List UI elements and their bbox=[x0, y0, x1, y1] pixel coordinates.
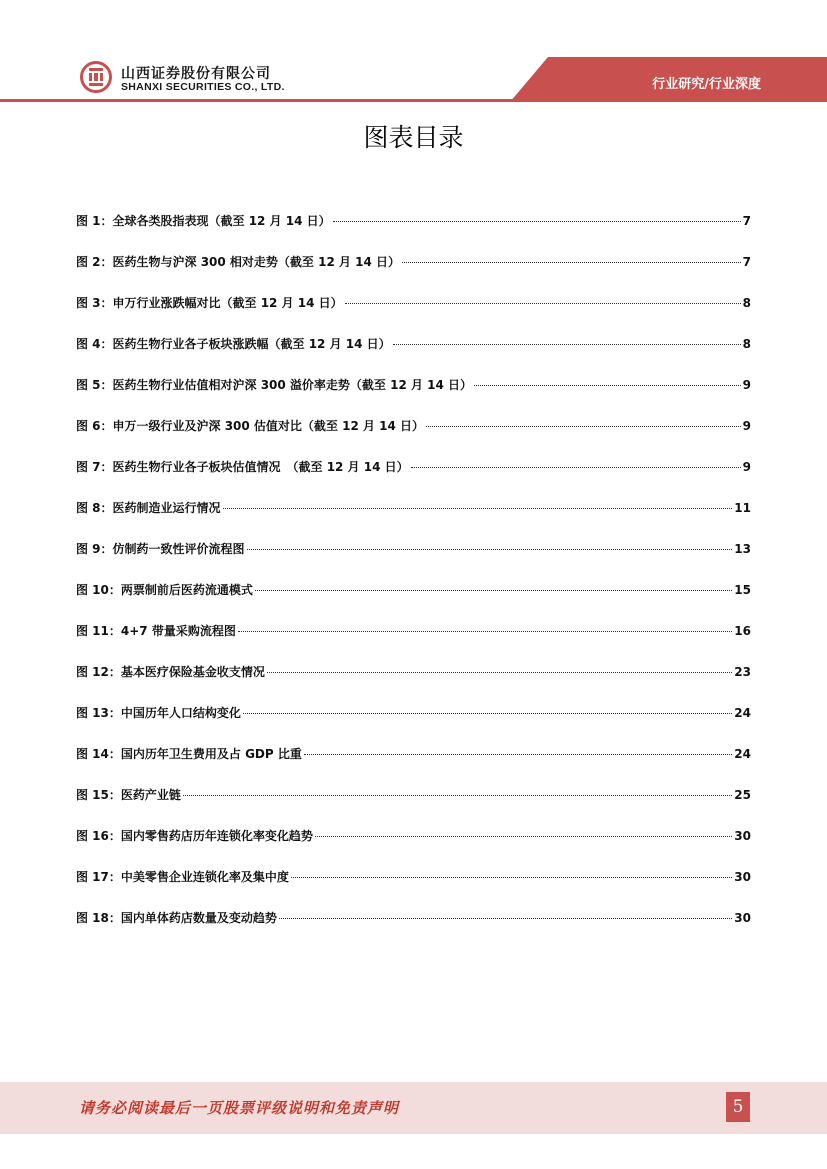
figure-list bbox=[76, 212, 751, 950]
toc-figure-label: 图 16： bbox=[76, 829, 121, 843]
toc-entry[interactable] bbox=[76, 581, 751, 622]
toc-figure-label: 图 11： bbox=[76, 624, 121, 638]
toc-leader-dots bbox=[315, 836, 732, 837]
page-number: 5 bbox=[726, 1092, 750, 1122]
toc-entry[interactable] bbox=[76, 786, 751, 827]
toc-entry[interactable] bbox=[76, 868, 751, 909]
toc-entry[interactable] bbox=[76, 745, 751, 786]
toc-page-number: 7 bbox=[742, 214, 751, 228]
toc-entry[interactable] bbox=[76, 458, 751, 499]
toc-figure-label: 图 14： bbox=[76, 747, 121, 761]
toc-figure-label: 图 7： bbox=[76, 460, 113, 474]
toc-leader-dots bbox=[247, 549, 733, 550]
toc-figure-label: 图 17： bbox=[76, 870, 121, 884]
toc-leader-dots bbox=[243, 713, 732, 714]
toc-entry[interactable] bbox=[76, 499, 751, 540]
toc-figure-title: 医药生物与沪深 300 相对走势（截至 12 月 14 日） bbox=[112, 255, 401, 269]
toc-entry[interactable] bbox=[76, 376, 751, 417]
report-category: 行业研究/行业深度 bbox=[652, 77, 761, 92]
toc-figure-title: 国内零售药店历年连锁化率变化趋势 bbox=[120, 829, 313, 843]
toc-figure-label: 图 3： bbox=[76, 296, 113, 310]
toc-figure-title: 申万一级行业及沪深 300 估值对比（截至 12 月 14 日） bbox=[112, 419, 425, 433]
toc-leader-dots bbox=[393, 344, 741, 345]
toc-figure-title: 国内单体药店数量及变动趋势 bbox=[120, 911, 277, 925]
toc-leader-dots bbox=[279, 918, 732, 919]
toc-entry[interactable] bbox=[76, 294, 751, 335]
toc-leader-dots bbox=[333, 221, 741, 222]
toc-leader-dots bbox=[304, 754, 732, 755]
page-header bbox=[0, 0, 827, 110]
toc-leader-dots bbox=[223, 508, 733, 509]
toc-figure-title: 全球各类股指表现（截至 12 月 14 日） bbox=[112, 214, 331, 228]
toc-page-number: 30 bbox=[734, 829, 751, 843]
toc-figure-title: 中国历年人口结构变化 bbox=[120, 706, 241, 720]
toc-page-number: 30 bbox=[734, 870, 751, 884]
toc-page-number: 15 bbox=[734, 583, 751, 597]
toc-leader-dots bbox=[411, 467, 741, 468]
toc-figure-label: 图 12： bbox=[76, 665, 121, 679]
toc-figure-title: 中美零售企业连锁化率及集中度 bbox=[120, 870, 289, 884]
page-title: 图表目录 bbox=[363, 123, 464, 152]
toc-figure-label: 图 10： bbox=[76, 583, 121, 597]
toc-figure-label: 图 13： bbox=[76, 706, 121, 720]
toc-figure-title: 医药生物行业各子板块估值情况 （截至 12 月 14 日） bbox=[112, 460, 409, 474]
toc-page-number: 9 bbox=[742, 378, 751, 392]
toc-leader-dots bbox=[345, 303, 741, 304]
toc-entry[interactable] bbox=[76, 253, 751, 294]
toc-figure-title: 医药生物行业各子板块涨跌幅（截至 12 月 14 日） bbox=[112, 337, 391, 351]
toc-leader-dots bbox=[402, 262, 741, 263]
toc-entry[interactable] bbox=[76, 335, 751, 376]
toc-leader-dots bbox=[255, 590, 732, 591]
toc-page-number: 16 bbox=[734, 624, 751, 638]
toc-figure-label: 图 4： bbox=[76, 337, 113, 351]
toc-figure-label: 图 18： bbox=[76, 911, 121, 925]
toc-leader-dots bbox=[267, 672, 732, 673]
toc-figure-label: 图 15： bbox=[76, 788, 121, 802]
toc-figure-title: 医药生物行业估值相对沪深 300 溢价率走势（截至 12 月 14 日） bbox=[112, 378, 473, 392]
toc-figure-label: 图 9： bbox=[76, 542, 113, 556]
toc-page-number: 8 bbox=[742, 296, 751, 310]
toc-page-number: 13 bbox=[734, 542, 751, 556]
toc-page-number: 24 bbox=[734, 706, 751, 720]
toc-leader-dots bbox=[183, 795, 732, 796]
toc-figure-label: 图 5： bbox=[76, 378, 113, 392]
footer-disclaimer: 请务必阅读最后一页股票评级说明和免责声明 bbox=[79, 1099, 400, 1117]
toc-page-number: 25 bbox=[734, 788, 751, 802]
toc-page-number: 30 bbox=[734, 911, 751, 925]
toc-figure-title: 4+7 带量采购流程图 bbox=[120, 624, 236, 638]
toc-figure-title: 医药制造业运行情况 bbox=[112, 501, 221, 515]
toc-leader-dots bbox=[238, 631, 732, 632]
toc-entry[interactable] bbox=[76, 212, 751, 253]
toc-figure-title: 仿制药一致性评价流程图 bbox=[112, 542, 245, 556]
toc-page-number: 8 bbox=[742, 337, 751, 351]
toc-page-number: 11 bbox=[734, 501, 751, 515]
toc-leader-dots bbox=[291, 877, 732, 878]
toc-figure-title: 两票制前后医药流通模式 bbox=[120, 583, 253, 597]
toc-figure-label: 图 8： bbox=[76, 501, 113, 515]
toc-page-number: 7 bbox=[742, 255, 751, 269]
toc-leader-dots bbox=[474, 385, 741, 386]
company-name-en: SHANXI SECURITIES CO., LTD. bbox=[121, 81, 285, 93]
toc-page-number: 24 bbox=[734, 747, 751, 761]
toc-leader-dots bbox=[426, 426, 741, 427]
toc-figure-title: 基本医疗保险基金收支情况 bbox=[120, 665, 265, 679]
toc-figure-title: 申万行业涨跌幅对比（截至 12 月 14 日） bbox=[112, 296, 343, 310]
toc-page-number: 23 bbox=[734, 665, 751, 679]
toc-figure-title: 医药产业链 bbox=[120, 788, 181, 802]
toc-entry[interactable] bbox=[76, 827, 751, 868]
company-name-cn: 山西证券股份有限公司 bbox=[121, 66, 271, 82]
toc-entry[interactable] bbox=[76, 540, 751, 581]
toc-page-number: 9 bbox=[742, 460, 751, 474]
toc-figure-label: 图 6： bbox=[76, 419, 113, 433]
toc-entry[interactable] bbox=[76, 417, 751, 458]
toc-figure-label: 图 1： bbox=[76, 214, 113, 228]
toc-entry[interactable] bbox=[76, 704, 751, 745]
toc-page-number: 9 bbox=[742, 419, 751, 433]
toc-entry[interactable] bbox=[76, 622, 751, 663]
toc-entry[interactable] bbox=[76, 909, 751, 950]
toc-figure-title: 国内历年卫生费用及占 GDP 比重 bbox=[120, 747, 302, 761]
toc-entry[interactable] bbox=[76, 663, 751, 704]
toc-figure-label: 图 2： bbox=[76, 255, 113, 269]
